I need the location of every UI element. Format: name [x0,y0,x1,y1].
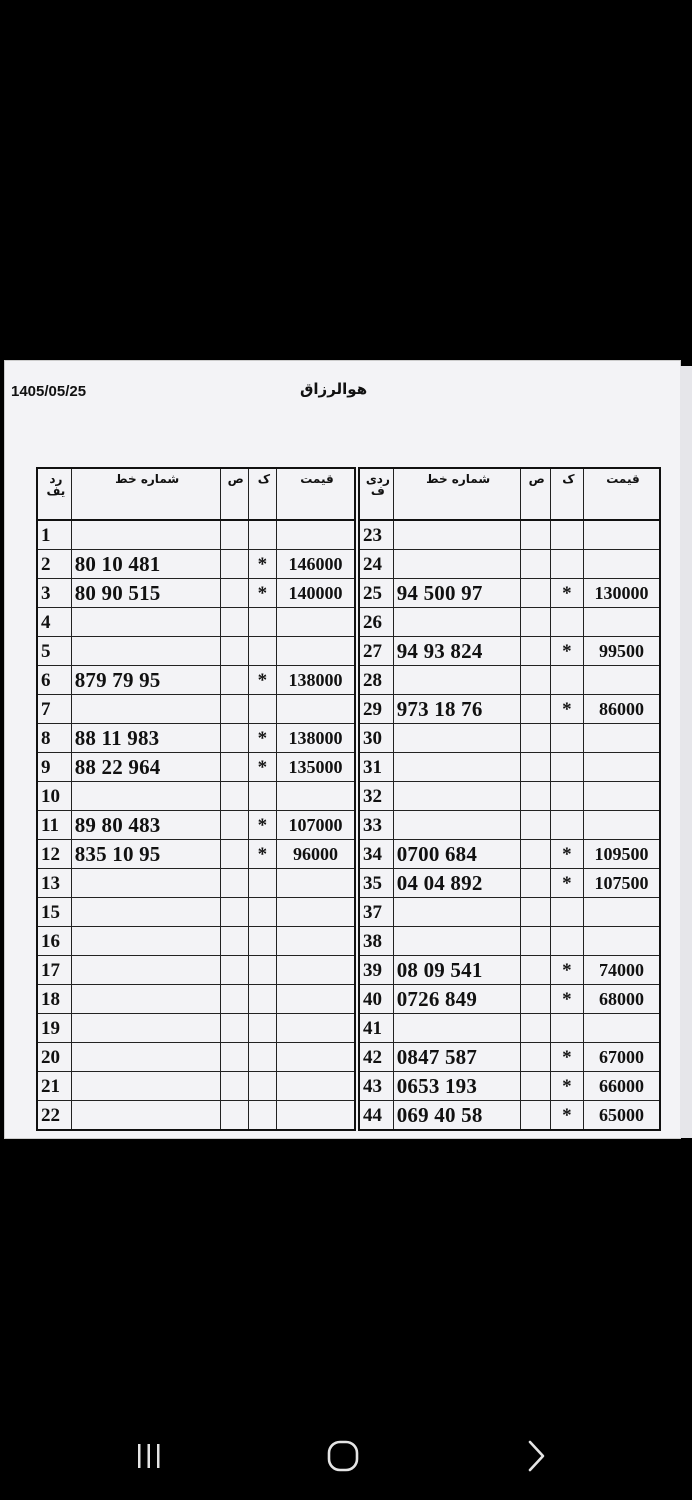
table-row [37,1043,355,1072]
header-row-number: ردی ف [359,468,393,520]
price-cell: 99500 [583,637,660,666]
row-number-cell: 13 [37,869,71,898]
line-number-cell [71,695,220,724]
line-number-cell: 069 40 58 [393,1101,520,1131]
price-cell [583,666,660,695]
row-number-cell: 3 [37,579,71,608]
s-cell [520,956,550,985]
table-row [359,637,660,666]
s-cell [220,1101,248,1131]
table-row [37,840,355,869]
row-number-cell: 7 [37,695,71,724]
k-mark-cell [248,695,276,724]
row-number-cell: 40 [359,985,393,1014]
header-k: ک [248,468,276,520]
line-number-cell [393,1014,520,1043]
table-row [359,753,660,782]
k-mark-cell: * [248,666,276,695]
line-number-cell: 835 10 95 [71,840,220,869]
price-cell: 146000 [276,550,355,579]
row-number-cell: 44 [359,1101,393,1131]
s-cell [520,695,550,724]
s-cell [220,811,248,840]
k-mark-cell [550,550,583,579]
k-mark-cell [248,1043,276,1072]
s-cell [520,782,550,811]
price-cell: 107000 [276,811,355,840]
price-cell [583,811,660,840]
row-number-cell: 41 [359,1014,393,1043]
k-mark-cell: * [550,695,583,724]
table-row [359,898,660,927]
s-cell [520,811,550,840]
table-row [37,724,355,753]
back-icon [521,1439,551,1473]
s-cell [520,985,550,1014]
line-number-cell: 94 500 97 [393,579,520,608]
row-number-cell: 26 [359,608,393,637]
table-row [359,811,660,840]
s-cell [220,840,248,869]
line-number-cell: 94 93 824 [393,637,520,666]
s-cell [220,666,248,695]
price-cell [583,1014,660,1043]
row-number-cell: 32 [359,782,393,811]
table-row [37,520,355,550]
row-number-cell: 43 [359,1072,393,1101]
price-cell: 66000 [583,1072,660,1101]
table-row [359,1072,660,1101]
price-cell [276,927,355,956]
price-cell [583,782,660,811]
back-button[interactable] [506,1430,566,1482]
line-number-cell [393,811,520,840]
row-number-cell: 10 [37,782,71,811]
line-number-cell: 0726 849 [393,985,520,1014]
k-mark-cell [248,985,276,1014]
s-cell [520,520,550,550]
s-cell [520,637,550,666]
k-mark-cell: * [248,840,276,869]
row-number-cell: 42 [359,1043,393,1072]
line-number-cell: 80 90 515 [71,579,220,608]
price-table-right [358,467,661,1131]
line-number-cell [393,782,520,811]
k-mark-cell: * [248,724,276,753]
line-number-cell: 04 04 892 [393,869,520,898]
k-mark-cell [248,898,276,927]
table-row [359,782,660,811]
price-cell: 138000 [276,724,355,753]
price-cell: 86000 [583,695,660,724]
table-row [359,1043,660,1072]
k-mark-cell: * [550,985,583,1014]
row-number-cell: 8 [37,724,71,753]
row-number-cell: 9 [37,753,71,782]
line-number-cell [71,956,220,985]
table-row [37,753,355,782]
s-cell [220,608,248,637]
k-mark-cell: * [550,579,583,608]
line-number-cell [71,1101,220,1131]
table-row [359,956,660,985]
s-cell [520,608,550,637]
line-number-cell: 973 18 76 [393,695,520,724]
header-row-number: رد یف [37,468,71,520]
table-row [359,869,660,898]
price-cell [276,782,355,811]
line-number-cell: 0700 684 [393,840,520,869]
line-number-cell [393,550,520,579]
page-edge [680,366,692,1138]
s-cell [520,927,550,956]
price-cell: 140000 [276,579,355,608]
price-cell: 96000 [276,840,355,869]
line-number-cell [393,666,520,695]
table-row [37,579,355,608]
row-number-cell: 34 [359,840,393,869]
price-cell [583,724,660,753]
header-line-number: شماره خط [393,468,520,520]
k-mark-cell [550,1014,583,1043]
s-cell [220,637,248,666]
s-cell [220,550,248,579]
s-cell [520,840,550,869]
table-row [37,1014,355,1043]
price-cell [583,898,660,927]
k-mark-cell: * [248,550,276,579]
price-cell: 130000 [583,579,660,608]
price-cell: 107500 [583,869,660,898]
row-number-cell: 39 [359,956,393,985]
table-row [359,608,660,637]
price-cell [583,927,660,956]
table-row [37,782,355,811]
header-price: قیمت [583,468,660,520]
s-cell [520,869,550,898]
line-number-cell: 0847 587 [393,1043,520,1072]
line-number-cell [71,927,220,956]
table-row [37,1072,355,1101]
row-number-cell: 22 [37,1101,71,1131]
line-number-cell [71,898,220,927]
table-row [359,579,660,608]
k-mark-cell [550,520,583,550]
s-cell [520,898,550,927]
s-cell [220,869,248,898]
table-row [37,695,355,724]
document-image [5,361,680,1138]
k-mark-cell [550,666,583,695]
k-mark-cell: * [248,753,276,782]
s-cell [220,1014,248,1043]
s-cell [520,1014,550,1043]
table-row [37,608,355,637]
price-cell [276,1101,355,1131]
line-number-cell: 08 09 541 [393,956,520,985]
table-row [37,637,355,666]
table-header-row [37,468,355,520]
table-row [37,666,355,695]
line-number-cell [71,637,220,666]
s-cell [220,898,248,927]
line-number-cell [393,608,520,637]
line-number-cell: 88 11 983 [71,724,220,753]
table-row [359,724,660,753]
s-cell [220,724,248,753]
row-number-cell: 1 [37,520,71,550]
s-cell [220,520,248,550]
price-cell [583,550,660,579]
s-cell [520,666,550,695]
line-number-cell [393,724,520,753]
k-mark-cell [248,608,276,637]
s-cell [220,753,248,782]
price-cell [583,608,660,637]
row-number-cell: 31 [359,753,393,782]
price-cell [276,1014,355,1043]
k-mark-cell [550,608,583,637]
table-row [359,695,660,724]
line-number-cell [71,782,220,811]
price-cell [276,1072,355,1101]
table-row [37,811,355,840]
line-number-cell [71,608,220,637]
line-number-cell [393,927,520,956]
row-number-cell: 20 [37,1043,71,1072]
k-mark-cell: * [248,811,276,840]
k-mark-cell: * [550,840,583,869]
k-mark-cell [248,1101,276,1131]
row-number-cell: 18 [37,985,71,1014]
recent-apps-button[interactable] [119,1430,179,1482]
header-line-number: شماره خط [71,468,220,520]
line-number-cell [71,1014,220,1043]
price-cell [276,695,355,724]
table-row [37,927,355,956]
line-number-cell [71,985,220,1014]
header-s: ص [520,468,550,520]
row-number-cell: 28 [359,666,393,695]
s-cell [520,1072,550,1101]
table-row [359,666,660,695]
table-row [37,956,355,985]
table-row [37,1101,355,1131]
table-row [37,985,355,1014]
s-cell [220,782,248,811]
row-number-cell: 2 [37,550,71,579]
header-s: ص [220,468,248,520]
row-number-cell: 12 [37,840,71,869]
price-cell [276,637,355,666]
line-number-cell: 89 80 483 [71,811,220,840]
table-header-row [359,468,660,520]
line-number-cell [71,869,220,898]
row-number-cell: 11 [37,811,71,840]
price-cell: 68000 [583,985,660,1014]
row-number-cell: 30 [359,724,393,753]
line-number-cell: 88 22 964 [71,753,220,782]
k-mark-cell: * [550,1043,583,1072]
home-icon [326,1439,360,1473]
row-number-cell: 24 [359,550,393,579]
row-number-cell: 16 [37,927,71,956]
line-number-cell: 0653 193 [393,1072,520,1101]
k-mark-cell [248,520,276,550]
k-mark-cell: * [550,869,583,898]
s-cell [520,1043,550,1072]
line-number-cell: 879 79 95 [71,666,220,695]
table-row [359,927,660,956]
k-mark-cell: * [550,1101,583,1131]
k-mark-cell [550,898,583,927]
price-cell: 109500 [583,840,660,869]
row-number-cell: 37 [359,898,393,927]
table-row [37,898,355,927]
row-number-cell: 15 [37,898,71,927]
price-cell [276,1043,355,1072]
header-k: ک [550,468,583,520]
row-number-cell: 4 [37,608,71,637]
k-mark-cell [550,724,583,753]
row-number-cell: 38 [359,927,393,956]
price-cell: 74000 [583,956,660,985]
home-button[interactable] [313,1430,373,1482]
price-cell: 65000 [583,1101,660,1131]
row-number-cell: 29 [359,695,393,724]
price-cell: 67000 [583,1043,660,1072]
row-number-cell: 35 [359,869,393,898]
price-cell [276,520,355,550]
price-cell: 135000 [276,753,355,782]
k-mark-cell [248,869,276,898]
k-mark-cell [248,956,276,985]
price-cell: 138000 [276,666,355,695]
s-cell [220,695,248,724]
k-mark-cell [550,782,583,811]
s-cell [520,1101,550,1131]
table-row [37,550,355,579]
row-number-cell: 19 [37,1014,71,1043]
row-number-cell: 25 [359,579,393,608]
row-number-cell: 21 [37,1072,71,1101]
k-mark-cell: * [550,637,583,666]
row-number-cell: 17 [37,956,71,985]
line-number-cell [71,1043,220,1072]
line-number-cell [71,520,220,550]
price-table-left [36,467,356,1131]
s-cell [220,579,248,608]
recent-apps-icon [134,1441,164,1471]
k-mark-cell [550,811,583,840]
k-mark-cell: * [550,1072,583,1101]
line-number-cell: 80 10 481 [71,550,220,579]
price-cell [276,608,355,637]
row-number-cell: 6 [37,666,71,695]
price-cell [276,985,355,1014]
s-cell [220,956,248,985]
row-number-cell: 27 [359,637,393,666]
s-cell [520,753,550,782]
s-cell [220,927,248,956]
document-title: هوالرزاق [300,380,368,398]
s-cell [520,579,550,608]
k-mark-cell [550,927,583,956]
table-row [359,1101,660,1131]
table-row [359,1014,660,1043]
price-cell [276,898,355,927]
row-number-cell: 5 [37,637,71,666]
s-cell [220,985,248,1014]
k-mark-cell [248,782,276,811]
k-mark-cell: * [550,956,583,985]
table-row [359,520,660,550]
header-price: قیمت [276,468,355,520]
row-number-cell: 23 [359,520,393,550]
k-mark-cell [248,927,276,956]
line-number-cell [393,898,520,927]
price-cell [276,869,355,898]
k-mark-cell [248,1014,276,1043]
table-row [359,550,660,579]
s-cell [220,1043,248,1072]
table-row [359,985,660,1014]
row-number-cell: 33 [359,811,393,840]
line-number-cell [393,753,520,782]
table-row [37,869,355,898]
price-cell [583,520,660,550]
price-cell [276,956,355,985]
s-cell [220,1072,248,1101]
k-mark-cell [248,1072,276,1101]
k-mark-cell [550,753,583,782]
k-mark-cell [248,637,276,666]
line-number-cell [393,520,520,550]
table-row [359,840,660,869]
k-mark-cell: * [248,579,276,608]
s-cell [520,550,550,579]
price-cell [583,753,660,782]
s-cell [520,724,550,753]
line-number-cell [71,1072,220,1101]
document-date: 1405/05/25 [11,383,87,400]
